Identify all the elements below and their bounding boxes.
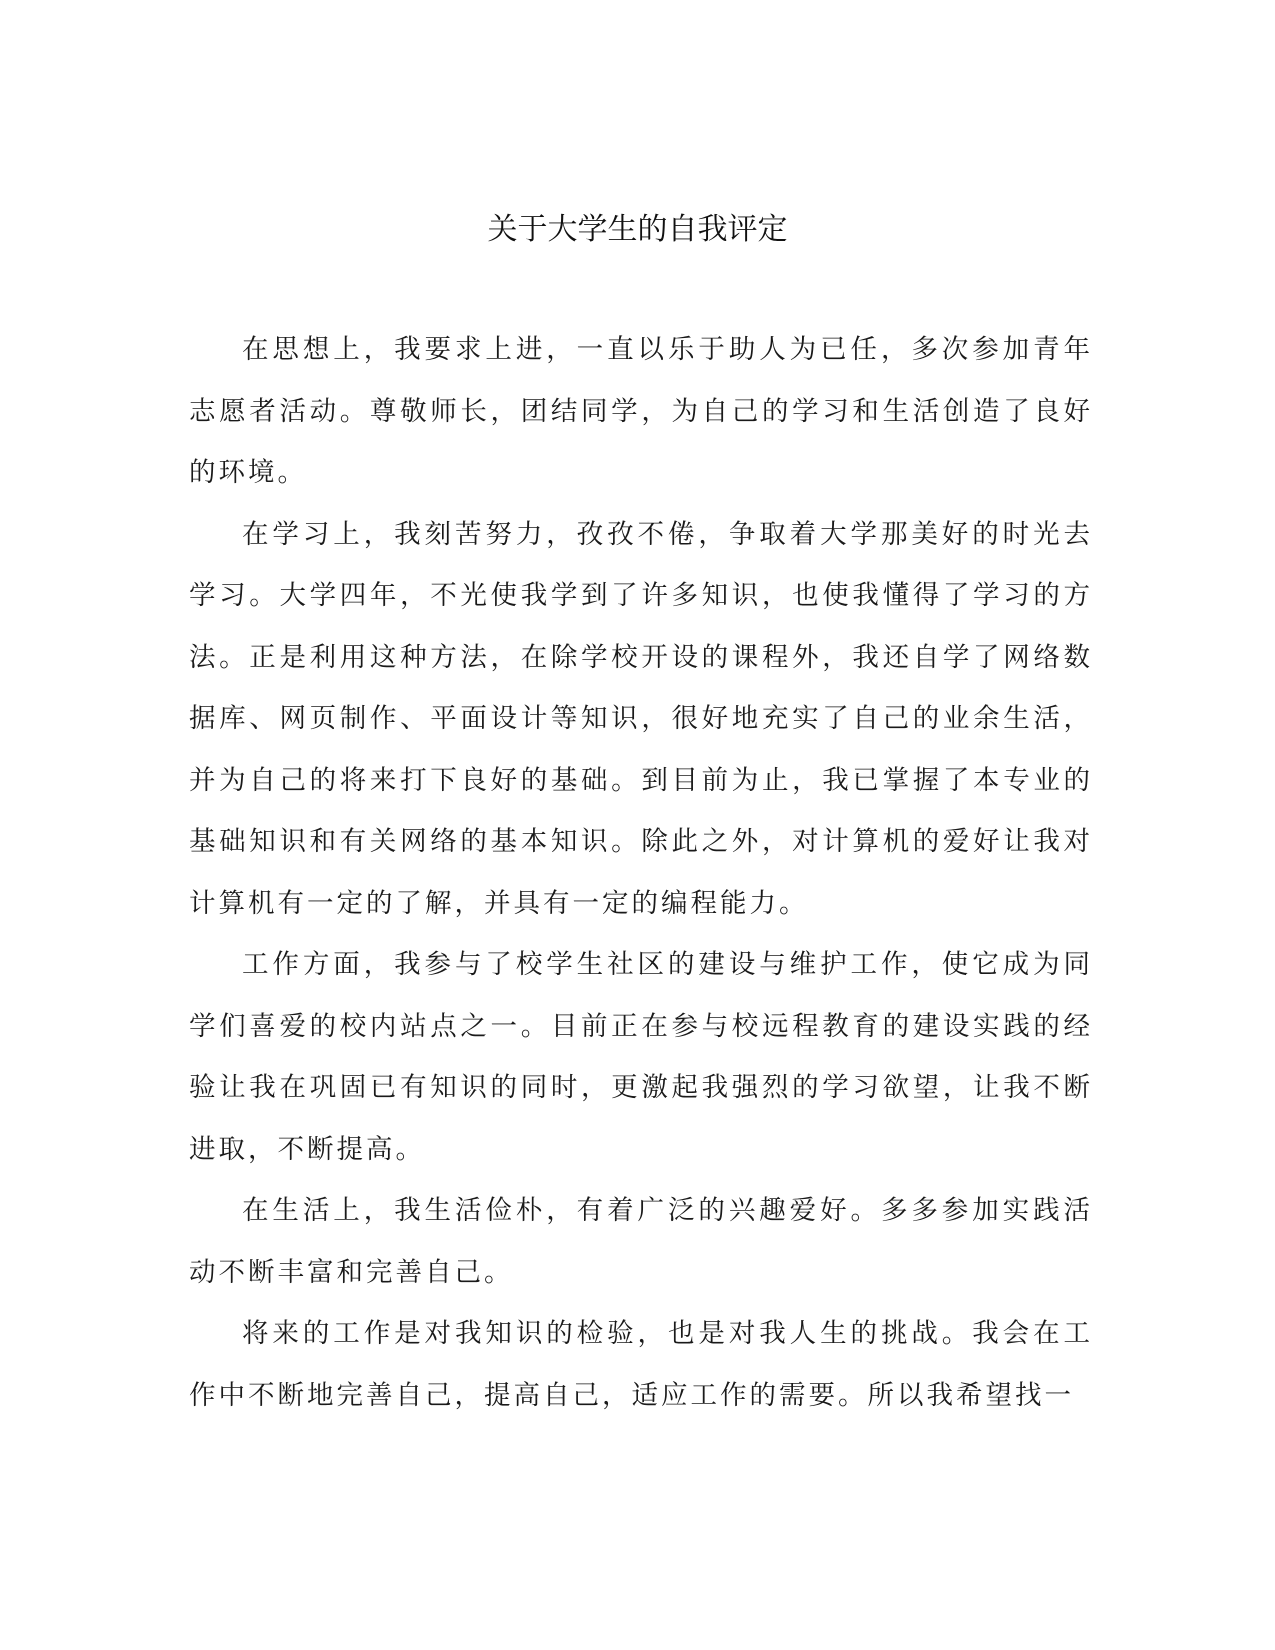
paragraph-life: 在生活上，我生活俭朴，有着广泛的兴趣爱好。多多参加实践活动不断丰富和完善自己。 bbox=[189, 1195, 1093, 1288]
document-title: 关于大学生的自我评定 bbox=[487, 212, 788, 247]
document-body bbox=[189, 319, 1093, 1426]
paragraph-future: 将来的工作是对我知识的检验，也是对我人生的挑战。我会在工作中不断地完善自己，提高自己，适应工作的需要。所以我希望找一 bbox=[189, 1318, 1093, 1411]
paragraph-study: 在学习上，我刻苦努力，孜孜不倦，争取着大学那美好的时光去学习。大学四年，不光使我学到了许多知识，也使我懂得了学习的方法。正是利用这种方法，在除学校开设的课程外，我还自学了网络数据库、网页制作、平面设计等知识，很好地充实了自己的业余生活，并为自己的将来打下良好的基础。到目前为止，我已掌握了本专业的基础知识和有关网络的基本知识。除此之外，对计算机的爱好让我对计算机有一定的了解，并具有一定的编程能力。 bbox=[189, 518, 1093, 919]
paragraph-work: 工作方面，我参与了校学生社区的建设与维护工作，使它成为同学们喜爱的校内站点之一。目前正在参与校远程教育的建设实践的经验让我在巩固已有知识的同时，更激起我强烈的学习欲望，让我不断进取，不断提高。 bbox=[189, 949, 1093, 1165]
paragraph-ideology: 在思想上，我要求上进，一直以乐于助人为已任，多次参加青年志愿者活动。尊敬师长，团结同学，为自己的学习和生活创造了良好的环境。 bbox=[189, 334, 1093, 488]
